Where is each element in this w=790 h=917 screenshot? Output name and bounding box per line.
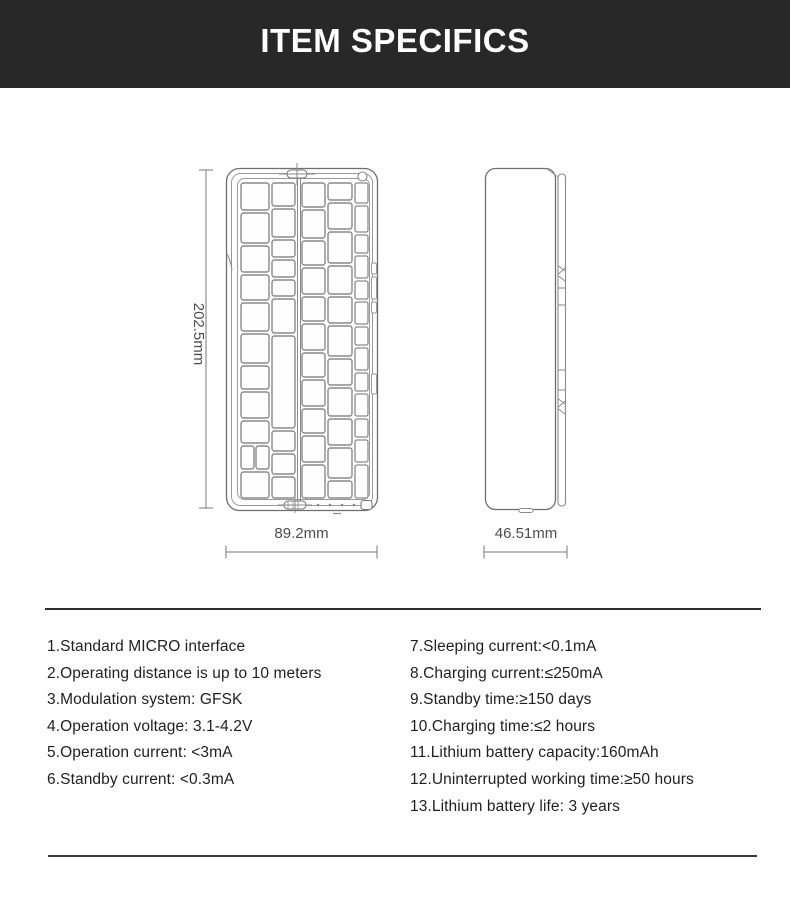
spec-item: 9.Standby time:≥150 days xyxy=(410,691,592,709)
key-column-5 xyxy=(355,183,368,498)
top-divider xyxy=(45,608,761,610)
power-button xyxy=(361,501,372,510)
key-column-3 xyxy=(302,183,325,498)
key-column-2 xyxy=(272,183,295,498)
spec-item: 13.Lithium battery life: 3 years xyxy=(410,797,620,815)
spec-item: 12.Uninterrupted working time:≥50 hours xyxy=(410,770,694,788)
keyboard-front-view xyxy=(227,163,378,514)
height-dimension-label: 202.5mm xyxy=(190,302,207,366)
spec-item: 10.Charging time:≤2 hours xyxy=(410,717,596,735)
front-width-dimension-label: 89.2mm xyxy=(274,525,329,542)
spec-item: 8.Charging current:≤250mA xyxy=(410,664,603,682)
spec-list-right xyxy=(410,634,770,820)
page-title: ITEM SPECIFICS xyxy=(260,22,530,59)
spec-item: 1.Standard MICRO interface xyxy=(47,638,246,655)
spec-item: 4.Operation voltage: 3.1-4.2V xyxy=(47,717,253,735)
spec-list-left xyxy=(47,634,407,794)
top-right-screw xyxy=(358,172,367,181)
spec-item: 6.Standby current: <0.3mA xyxy=(47,770,235,788)
spec-item: 5.Operation current: <3mA xyxy=(47,744,233,762)
spec-item: 7.Sleeping current:<0.1mA xyxy=(410,638,597,655)
side-width-dimension-label: 46.51mm xyxy=(494,525,558,542)
keyboard-side-view xyxy=(486,169,566,513)
spec-item: 3.Modulation system: GFSK xyxy=(47,691,243,709)
spec-item: 2.Operating distance is up to 10 meters xyxy=(47,664,322,682)
spec-item: 11.Lithium battery capacity:160mAh xyxy=(410,744,659,762)
bottom-divider xyxy=(48,855,757,857)
